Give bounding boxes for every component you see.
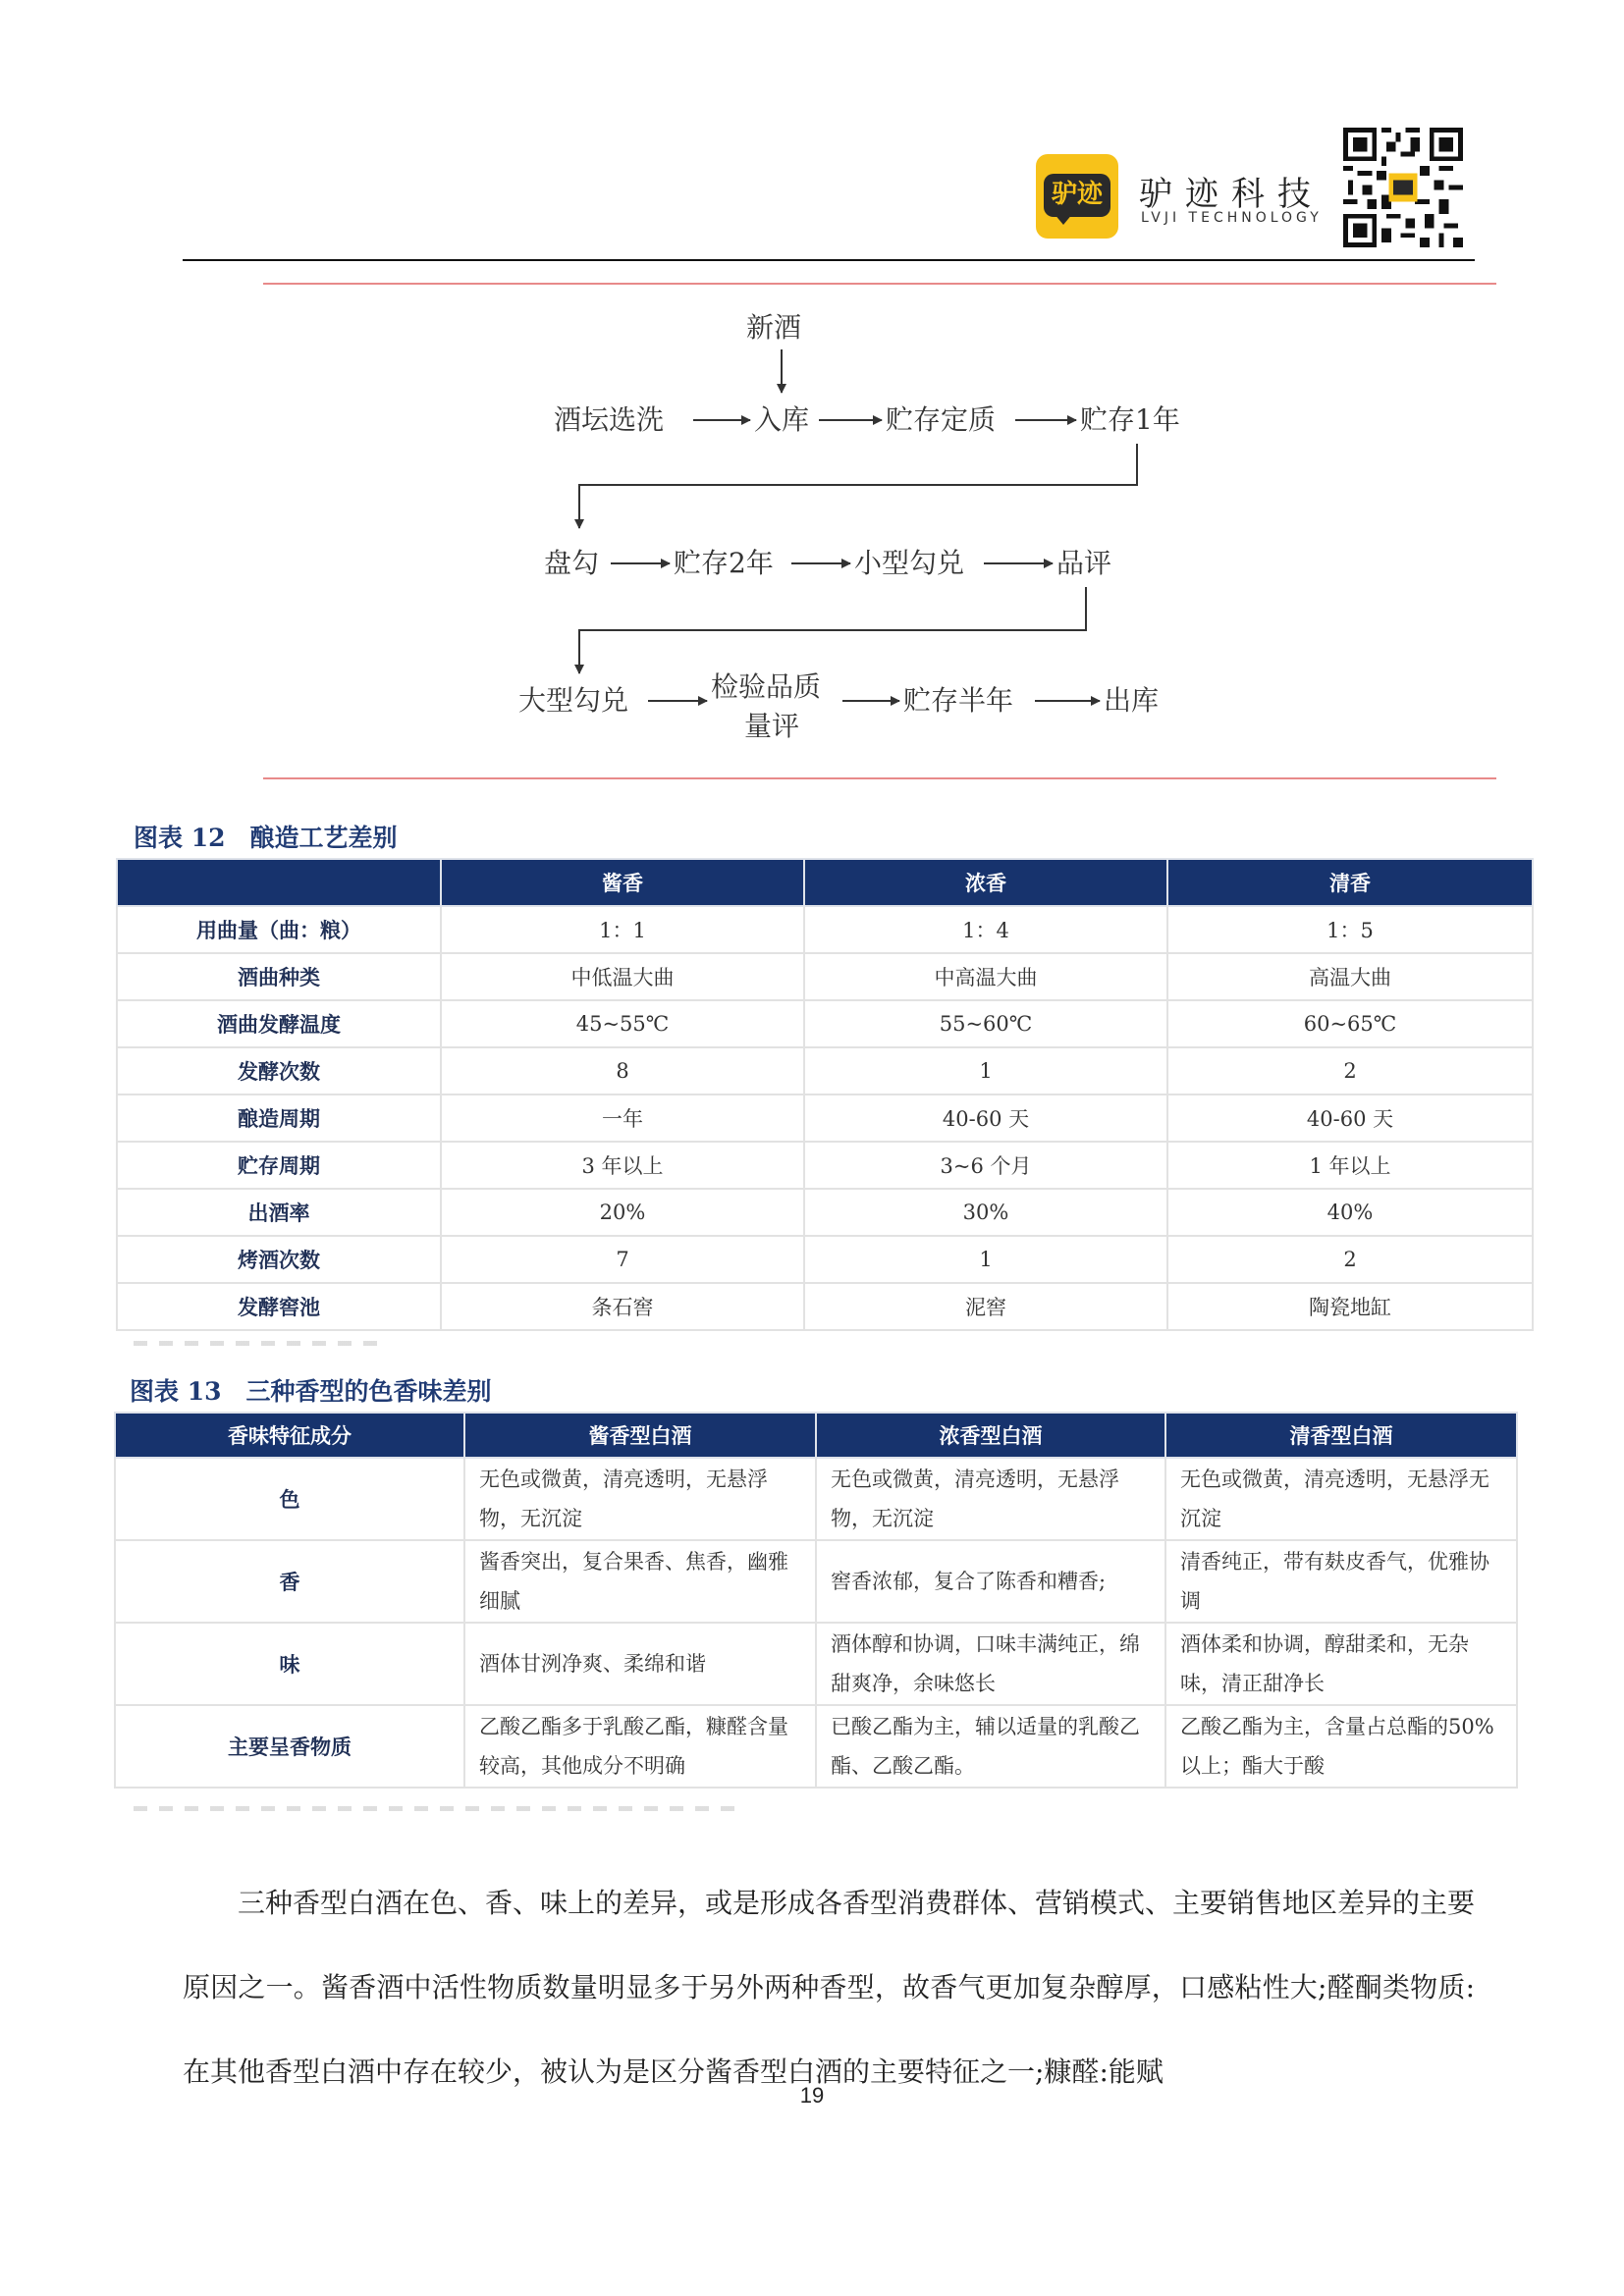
table13-header-row xyxy=(115,1413,1517,1458)
flow-node-quality-rating: 量评 xyxy=(744,710,800,742)
table-cell: 无色或微黄，清亮透明，无悬浮无沉淀 xyxy=(1165,1458,1517,1540)
table12-source-note xyxy=(134,1341,379,1346)
table-cell: 2 xyxy=(1167,1047,1533,1095)
table-cell: 酒体柔和协调，醇甜柔和，无杂味，清正甜净长 xyxy=(1165,1623,1517,1705)
flow-node-large-blend: 大型勾兑 xyxy=(518,684,629,717)
table-cell: 无色或微黄，清亮透明，无悬浮物，无沉淀 xyxy=(464,1458,816,1540)
flow-node-warehouse-out: 出库 xyxy=(1104,684,1160,717)
table13-flavor-comparison xyxy=(114,1412,1518,1789)
flow-node-small-blend: 小型勾兑 xyxy=(854,547,965,579)
table-cell: 1 xyxy=(804,1236,1167,1283)
table-cell: 40% xyxy=(1167,1189,1533,1236)
table-row xyxy=(117,1095,1533,1142)
flow-node-warehouse-in: 入库 xyxy=(754,403,810,436)
table-cell: 泥窖 xyxy=(804,1283,1167,1330)
table-cell: 55~60℃ xyxy=(804,1000,1167,1047)
table-cell: 酱香突出，复合果香、焦香，幽雅细腻 xyxy=(464,1540,816,1623)
table-cell: 陶瓷地缸 xyxy=(1167,1283,1533,1330)
table12-title: 图表 12 酿造工艺差别 xyxy=(134,824,398,852)
row-label: 发酵次数 xyxy=(117,1047,441,1095)
table-cell: 45~55℃ xyxy=(441,1000,804,1047)
table-row xyxy=(117,906,1533,953)
table-cell: 7 xyxy=(441,1236,804,1283)
flowchart-arrows xyxy=(0,0,1624,785)
table13-header-cell: 香味特征成分 xyxy=(115,1413,464,1458)
table-cell: 1：4 xyxy=(804,906,1167,953)
table-cell: 8 xyxy=(441,1047,804,1095)
flow-node-new-wine: 新酒 xyxy=(746,311,802,344)
flow-node-storage-grading: 贮存定质 xyxy=(886,403,997,436)
table12-header-row xyxy=(117,859,1533,906)
table-cell: 20% xyxy=(441,1189,804,1236)
table-row xyxy=(115,1623,1517,1705)
row-label: 发酵窖池 xyxy=(117,1283,441,1330)
table-row xyxy=(117,1047,1533,1095)
table-cell: 2 xyxy=(1167,1236,1533,1283)
table13-title: 图表 13 三种香型的色香味差别 xyxy=(130,1377,492,1406)
table-cell: 40-60 天 xyxy=(804,1095,1167,1142)
table-cell: 窖香浓郁，复合了陈香和糟香; xyxy=(816,1540,1165,1623)
page-number: 19 xyxy=(799,2083,825,2108)
table-cell: 40-60 天 xyxy=(1167,1095,1533,1142)
table-cell: 中低温大曲 xyxy=(441,953,804,1000)
flow-node-jar-wash: 酒坛选洗 xyxy=(554,403,665,436)
table-cell: 1：1 xyxy=(441,906,804,953)
body-text xyxy=(183,1861,1475,2114)
table13-header-cell: 浓香型白酒 xyxy=(816,1413,1165,1458)
table12-header-cell: 酱香 xyxy=(441,859,804,906)
flow-node-tasting: 品评 xyxy=(1056,547,1112,579)
row-label: 酒曲发酵温度 xyxy=(117,1000,441,1047)
table-cell: 1 年以上 xyxy=(1167,1142,1533,1189)
flow-node-storage-half-yr: 贮存半年 xyxy=(903,684,1014,717)
table-row xyxy=(115,1458,1517,1540)
table-row xyxy=(117,1142,1533,1189)
brand-name: 驴迹科技 xyxy=(1139,175,1324,214)
body-paragraph: 三种香型白酒在色、香、味上的差异，或是形成各香型消费群体、营销模式、主要销售地区差异的主要原因之一。酱香酒中活性物质数量明显多于另外两种香型，故香气更加复杂醇厚，口感粘性大;醛酮类物质:在其他香型白酒中存在较少，被认为是区分酱香型白酒的主要特征之一;糠醛:能赋 xyxy=(183,1887,1476,2088)
table12-header-cell: 清香 xyxy=(1167,859,1533,906)
row-label: 出酒率 xyxy=(117,1189,441,1236)
flow-node-storage-1yr: 贮存1年 xyxy=(1080,403,1180,436)
table-cell: 一年 xyxy=(441,1095,804,1142)
table-cell: 3 年以上 xyxy=(441,1142,804,1189)
table12-header-cell xyxy=(117,859,441,906)
table12-brewing-process xyxy=(116,858,1534,1331)
logo-text: 驴迹 xyxy=(1051,180,1103,209)
table-cell: 乙酸乙酯为主，含量占总酯的50%以上；酯大于酸 xyxy=(1165,1705,1517,1788)
table-row xyxy=(117,1000,1533,1047)
flow-node-quality-check: 检验品质 xyxy=(711,670,822,703)
table-cell: 酒体甘洌净爽、柔绵和谐 xyxy=(464,1623,816,1705)
table-cell: 1：5 xyxy=(1167,906,1533,953)
table-cell: 乙酸乙酯多于乳酸乙酯，糠醛含量较高，其他成分不明确 xyxy=(464,1705,816,1788)
brand-subtitle: LVJI TECHNOLOGY xyxy=(1141,210,1323,226)
table-row xyxy=(117,953,1533,1000)
table13-header-cell: 酱香型白酒 xyxy=(464,1413,816,1458)
flow-node-blend-check: 盘勾 xyxy=(544,547,600,579)
table-row xyxy=(117,1236,1533,1283)
table-row xyxy=(117,1283,1533,1330)
table-cell: 60~65℃ xyxy=(1167,1000,1533,1047)
table-cell: 条石窖 xyxy=(441,1283,804,1330)
row-label: 贮存周期 xyxy=(117,1142,441,1189)
flow-node-storage-2yr: 贮存2年 xyxy=(674,547,774,579)
table-cell: 3~6 个月 xyxy=(804,1142,1167,1189)
table-cell: 高温大曲 xyxy=(1167,953,1533,1000)
table-cell: 1 xyxy=(804,1047,1167,1095)
row-label: 用曲量（曲：粮） xyxy=(117,906,441,953)
table-cell: 中高温大曲 xyxy=(804,953,1167,1000)
table13-source-note xyxy=(134,1806,742,1811)
table-row xyxy=(117,1189,1533,1236)
row-label: 味 xyxy=(115,1623,464,1705)
table-cell: 清香纯正，带有麸皮香气，优雅协调 xyxy=(1165,1540,1517,1623)
flowchart-bottom-rule xyxy=(263,777,1496,779)
row-label: 烤酒次数 xyxy=(117,1236,441,1283)
row-label: 色 xyxy=(115,1458,464,1540)
table-row xyxy=(115,1705,1517,1788)
table-row xyxy=(115,1540,1517,1623)
table-cell: 酒体醇和协调，口味丰满纯正，绵甜爽净，余味悠长 xyxy=(816,1623,1165,1705)
table12-header-cell: 浓香 xyxy=(804,859,1167,906)
table-cell: 30% xyxy=(804,1189,1167,1236)
row-label: 主要呈香物质 xyxy=(115,1705,464,1788)
row-label: 香 xyxy=(115,1540,464,1623)
row-label: 酿造周期 xyxy=(117,1095,441,1142)
table-cell: 无色或微黄，清亮透明，无悬浮物，无沉淀 xyxy=(816,1458,1165,1540)
row-label: 酒曲种类 xyxy=(117,953,441,1000)
table13-header-cell: 清香型白酒 xyxy=(1165,1413,1517,1458)
table-cell: 已酸乙酯为主，辅以适量的乳酸乙酯、乙酸乙酯。 xyxy=(816,1705,1165,1788)
